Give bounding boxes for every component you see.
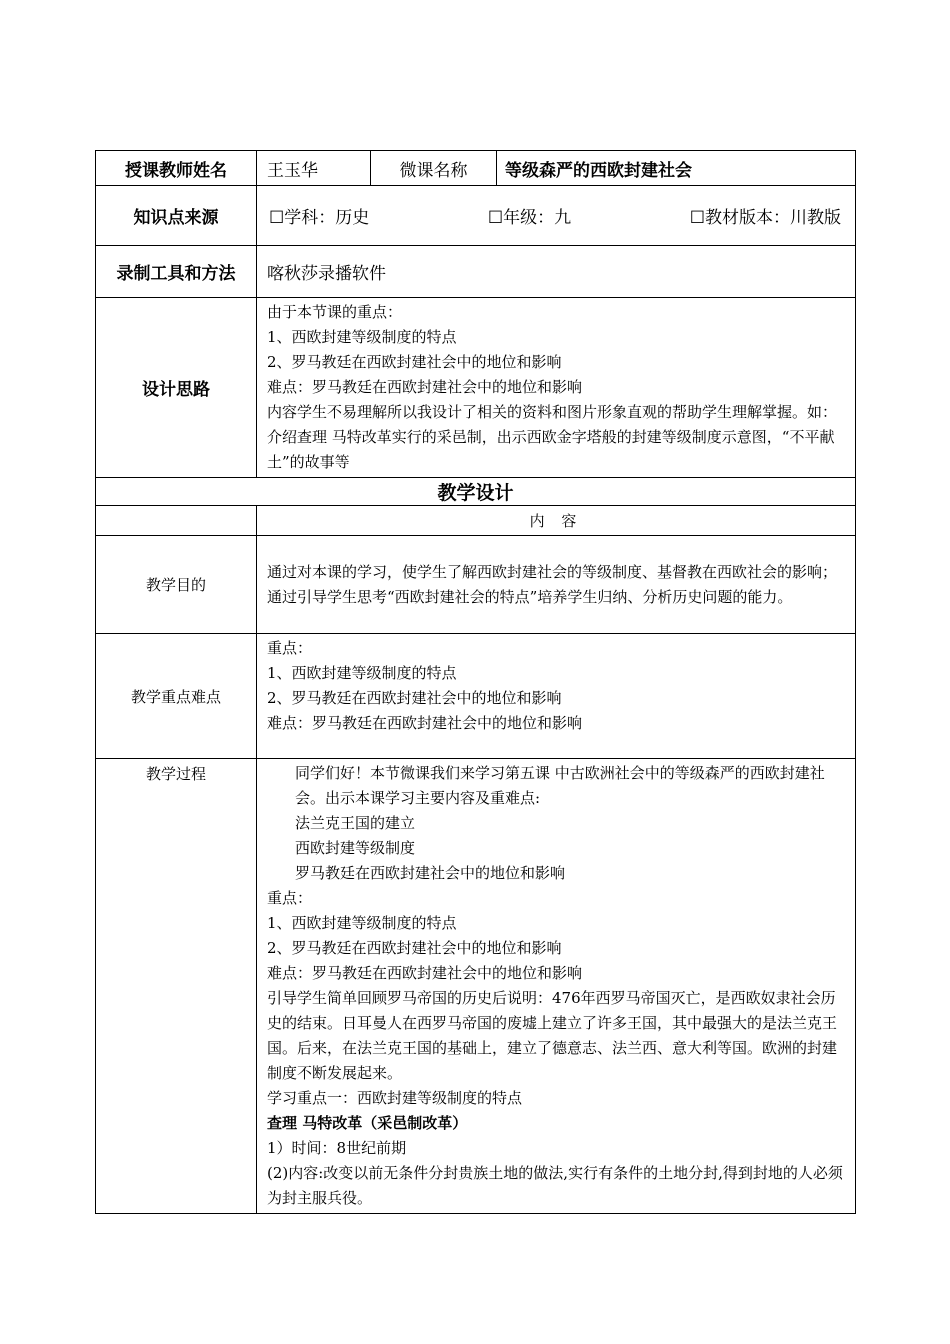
section-title-row bbox=[96, 478, 856, 506]
header-row bbox=[96, 151, 856, 186]
design-line: 难点：罗马教廷在西欧封建社会中的地位和影响 bbox=[267, 378, 583, 396]
goal-row bbox=[96, 536, 856, 634]
empty-cell bbox=[96, 506, 257, 536]
process-line: 重点： bbox=[267, 889, 313, 907]
design-content bbox=[257, 298, 856, 478]
design-line: 内容学生不易理解所以我设计了相关的资料和图片形象直观的帮助学生理解掌握。如：介绍查理 马特改革实行的采邑制，出示西欧金字塔般的封建等级制度示意图，“不平献土”的故事等 bbox=[267, 403, 838, 471]
process-intro: 同学们好！本节微课我们来学习第五课 中古欧洲社会中的等级森严的西欧封建社会。出示本课学习主要内容及重难点: bbox=[295, 764, 825, 807]
key-point-line: 重点： bbox=[267, 639, 313, 657]
content-header: 内 容 bbox=[257, 506, 856, 536]
source-row bbox=[96, 186, 856, 246]
course-name: 等级森严的西欧封建社会 bbox=[497, 151, 856, 186]
process-content-text: (2)内容:改变以前无条件分封贵族土地的做法,实行有条件的土地分封,得到封地的人必须为封主服兵役。 bbox=[267, 1164, 843, 1207]
grade-checkbox[interactable]: ☐年级：九 bbox=[487, 208, 572, 228]
content-header-row bbox=[96, 506, 856, 536]
goal-label: 教学目的 bbox=[96, 536, 257, 634]
key-point-line: 难点：罗马教廷在西欧封建社会中的地位和影响 bbox=[267, 714, 583, 732]
key-point-line: 2、罗马教廷在西欧封建社会中的地位和影响 bbox=[267, 689, 562, 707]
teacher-name: 王玉华 bbox=[257, 151, 371, 186]
teacher-label: 授课教师姓名 bbox=[96, 151, 257, 186]
subject-checkbox[interactable]: ☐学科：历史 bbox=[269, 208, 370, 228]
key-point-line: 1、西欧封建等级制度的特点 bbox=[267, 664, 457, 682]
design-line: 2、罗马教廷在西欧封建社会中的地位和影响 bbox=[267, 353, 562, 371]
key-points-content bbox=[257, 634, 856, 759]
design-label: 设计思路 bbox=[96, 298, 257, 478]
process-time: 1）时间：8世纪前期 bbox=[267, 1139, 407, 1157]
process-label: 教学过程 bbox=[96, 759, 257, 1214]
process-topic: 罗马教廷在西欧封建社会中的地位和影响 bbox=[295, 864, 566, 882]
process-line: 学习重点一：西欧封建等级制度的特点 bbox=[267, 1089, 523, 1107]
tools-row bbox=[96, 246, 856, 298]
tools-value: 喀秋莎录播软件 bbox=[257, 246, 856, 298]
lesson-plan-table bbox=[95, 150, 856, 1214]
design-row bbox=[96, 298, 856, 478]
process-line: 2、罗马教廷在西欧封建社会中的地位和影响 bbox=[267, 939, 562, 957]
process-content bbox=[257, 759, 856, 1214]
edition-checkbox[interactable]: ☐教材版本：川教版 bbox=[689, 208, 841, 228]
process-row bbox=[96, 759, 856, 1214]
process-line: 1、西欧封建等级制度的特点 bbox=[267, 914, 457, 932]
goal-text: 通过对本课的学习，使学生了解西欧封建社会的等级制度、基督教在西欧社会的影响；通过引导学生思考“西欧封建社会的特点”培养学生归纳、分析历史问题的能力。 bbox=[257, 536, 856, 634]
tools-label: 录制工具和方法 bbox=[96, 246, 257, 298]
design-line: 1、西欧封建等级制度的特点 bbox=[267, 328, 457, 346]
key-points-row bbox=[96, 634, 856, 759]
process-line: 引导学生简单回顾罗马帝国的历史后说明：476年西罗马帝国灭亡，是西欧奴隶社会历史的结束。日耳曼人在西罗马帝国的废墟上建立了许多王国，其中最强大的是法兰克王国。后来，在法兰克王国的基础上，建立了德意志、法兰西、意大利等国。欧洲的封建制度不断发展起来。 bbox=[267, 989, 838, 1082]
process-topic: 法兰克王国的建立 bbox=[295, 814, 416, 832]
course-label: 微课名称 bbox=[371, 151, 497, 186]
process-bold-heading: 查理 马特改革（采邑制改革） bbox=[267, 1114, 468, 1132]
section-title: 教学设计 bbox=[96, 478, 856, 506]
process-line: 难点：罗马教廷在西欧封建社会中的地位和影响 bbox=[267, 964, 583, 982]
design-line: 由于本节课的重点： bbox=[267, 303, 403, 321]
source-label: 知识点来源 bbox=[96, 186, 257, 246]
key-points-label: 教学重点难点 bbox=[96, 634, 257, 759]
process-topic: 西欧封建等级制度 bbox=[295, 839, 416, 857]
source-cell bbox=[257, 186, 856, 246]
